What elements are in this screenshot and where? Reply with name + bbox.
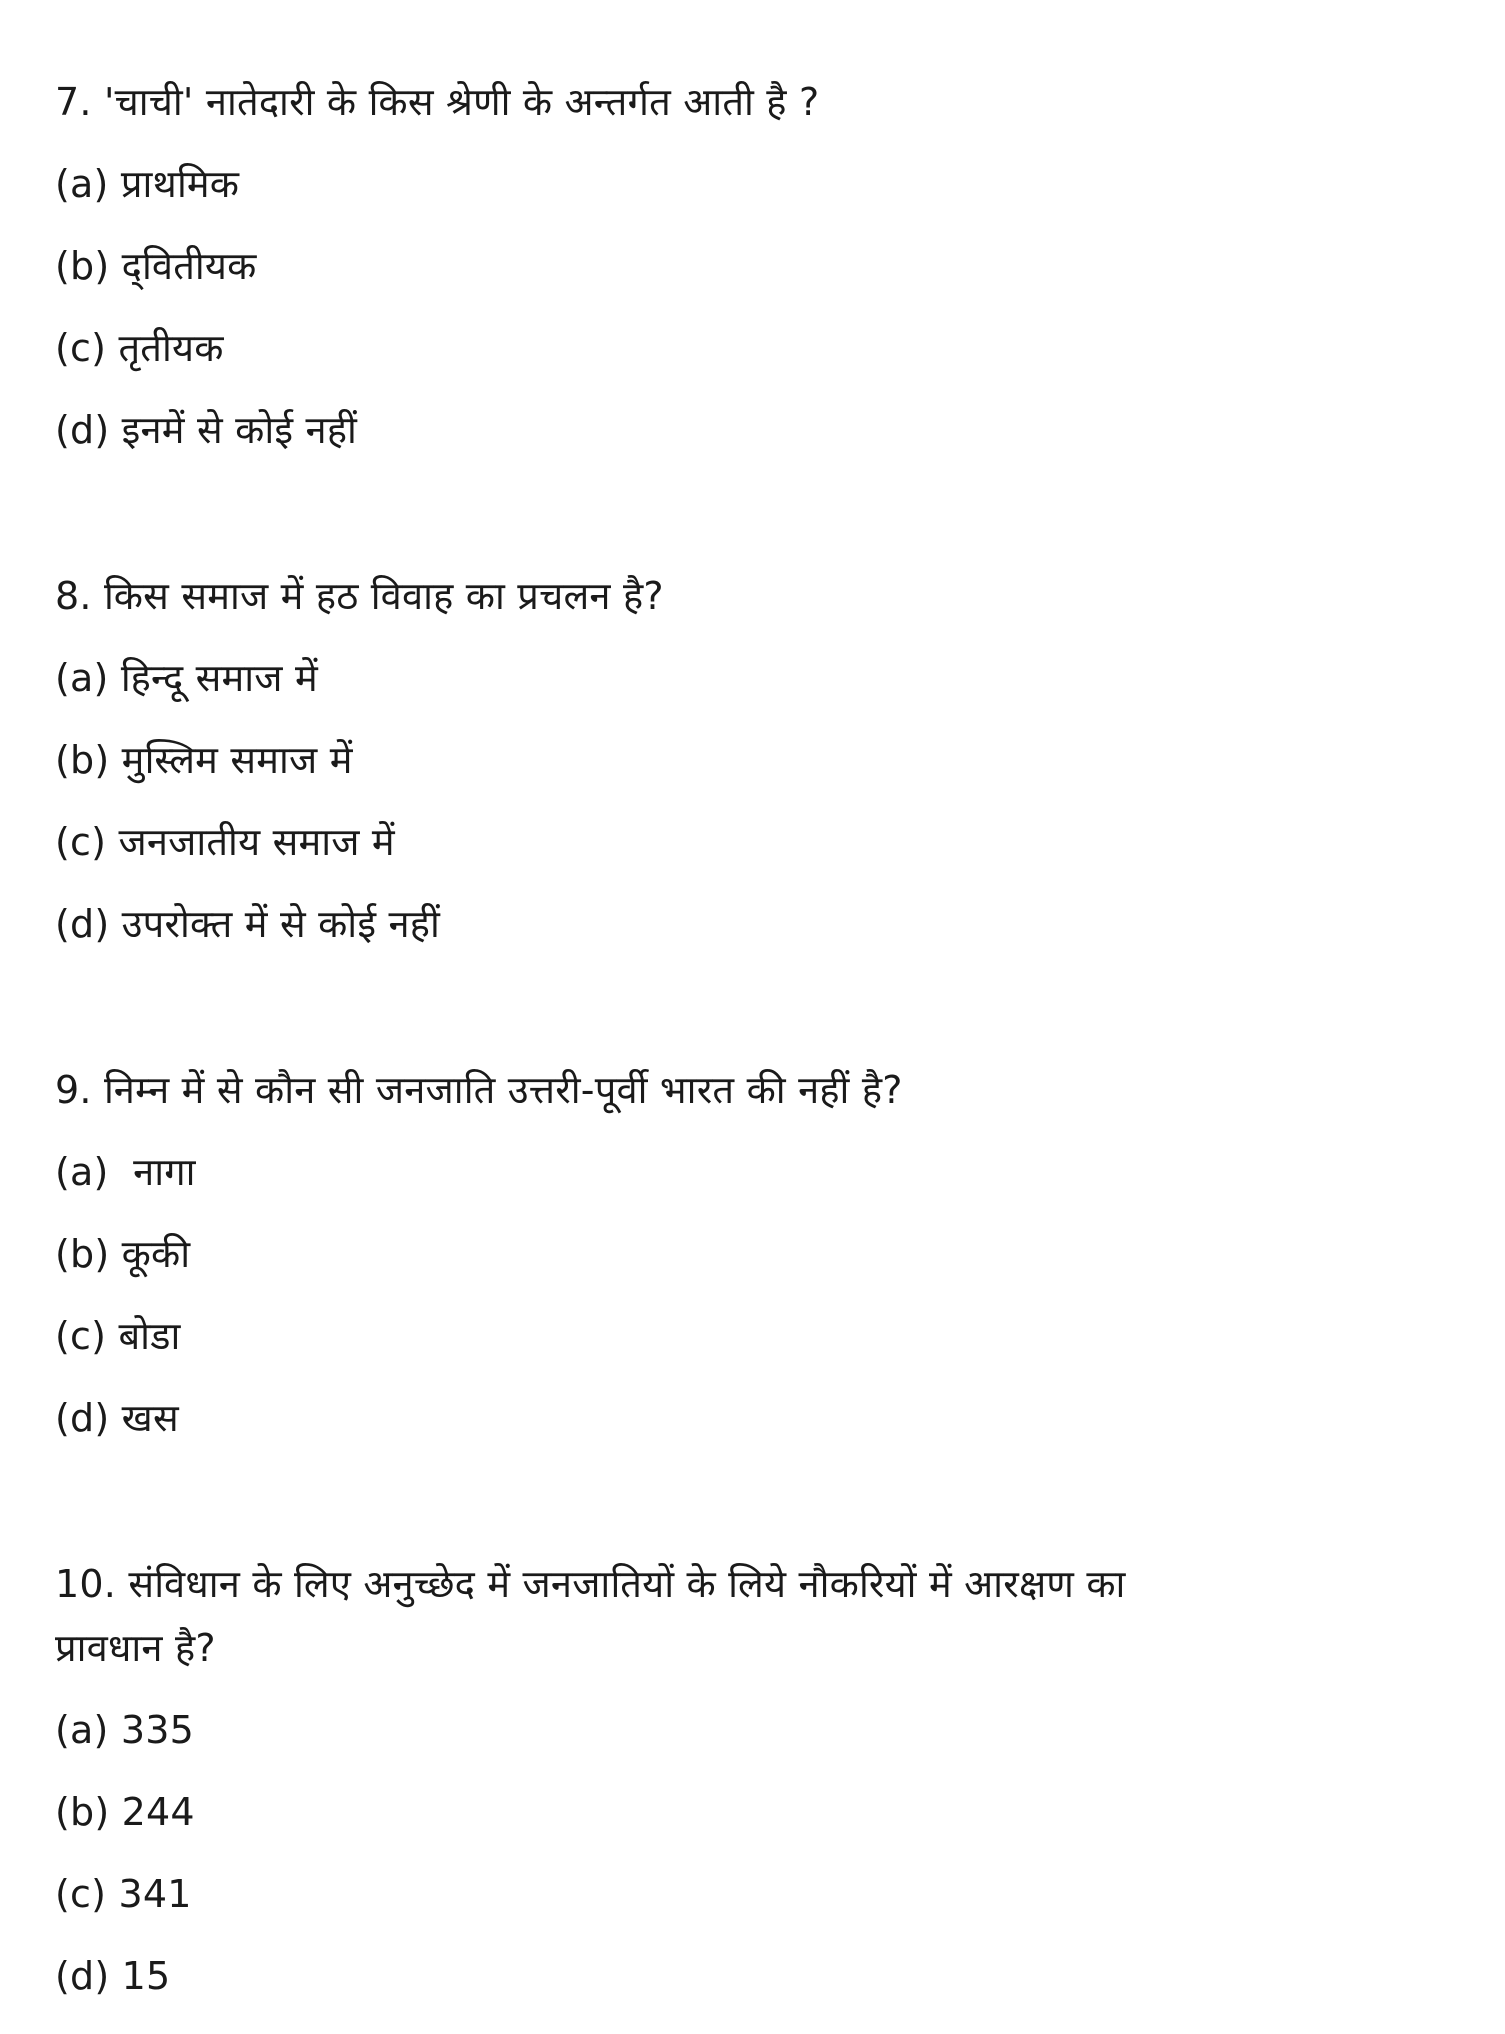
option-text: तृतीयक xyxy=(118,326,224,370)
option-text: 244 xyxy=(121,1790,195,1834)
question-9 xyxy=(55,1064,903,1116)
q8-option-a xyxy=(55,652,318,704)
q10-option-b xyxy=(55,1786,195,1838)
option-text: कूकी xyxy=(121,1232,191,1276)
option-label: (b) xyxy=(55,738,110,782)
option-text: बोडा xyxy=(118,1314,181,1358)
option-text: 15 xyxy=(121,1954,171,1998)
option-text: उपरोक्त में से कोई नहीं xyxy=(121,902,440,946)
option-label: (c) xyxy=(55,1872,107,1916)
question-8 xyxy=(55,570,664,622)
question-text: किस समाज में हठ विवाह का प्रचलन है? xyxy=(103,574,664,618)
option-label: (a) xyxy=(55,1708,109,1752)
option-text: हिन्दू समाज में xyxy=(120,656,318,700)
q10-option-d xyxy=(55,1950,170,2002)
option-label: (a) xyxy=(55,656,109,700)
option-label: (b) xyxy=(55,1232,110,1276)
option-label: (b) xyxy=(55,244,110,288)
option-text: प्राथमिक xyxy=(120,162,240,206)
q8-option-c xyxy=(55,816,395,868)
option-label: (d) xyxy=(55,1954,110,1998)
q7-option-a xyxy=(55,158,239,210)
q7-option-d xyxy=(55,404,357,456)
q9-option-d xyxy=(55,1392,179,1444)
option-text: 341 xyxy=(118,1872,192,1916)
q7-option-c xyxy=(55,322,224,374)
question-number: 10. xyxy=(55,1562,117,1606)
question-text-line-1: संविधान के लिए अनुच्छेद में जनजातियों के लिये नौकरियों में आरक्षण का xyxy=(128,1562,1126,1606)
question-text: 'चाची' नातेदारी के किस श्रेणी के अन्तर्गत आती है ? xyxy=(103,80,820,124)
q8-option-d xyxy=(55,898,440,950)
question-10-continued xyxy=(55,1622,216,1674)
option-text: जनजातीय समाज में xyxy=(118,820,395,864)
question-number: 8. xyxy=(55,574,92,618)
option-label: (d) xyxy=(55,902,110,946)
question-7 xyxy=(55,76,819,128)
option-label: (c) xyxy=(55,820,107,864)
q9-option-c xyxy=(55,1310,181,1362)
option-label: (a) xyxy=(55,162,109,206)
option-text: इनमें से कोई नहीं xyxy=(121,408,358,452)
option-label: (c) xyxy=(55,1314,107,1358)
q9-option-b xyxy=(55,1228,190,1280)
option-label: (d) xyxy=(55,1396,110,1440)
option-label: (c) xyxy=(55,326,107,370)
option-text: मुस्लिम समाज में xyxy=(121,738,353,782)
option-label: (d) xyxy=(55,408,110,452)
q8-option-b xyxy=(55,734,353,786)
option-label: (a) xyxy=(55,1150,109,1194)
q9-option-a xyxy=(55,1146,196,1198)
option-text: नागा xyxy=(120,1150,196,1194)
option-text: खस xyxy=(121,1396,179,1440)
question-number: 9. xyxy=(55,1068,92,1112)
q7-option-b xyxy=(55,240,257,292)
q10-option-c xyxy=(55,1868,192,1920)
question-number: 7. xyxy=(55,80,92,124)
option-text: 335 xyxy=(120,1708,194,1752)
option-label: (b) xyxy=(55,1790,110,1834)
question-text: निम्न में से कौन सी जनजाति उत्तरी-पूर्वी भारत की नहीं है? xyxy=(103,1068,903,1112)
option-text: द्‌वितीयक xyxy=(121,244,257,288)
question-10 xyxy=(55,1558,1126,1610)
question-text-line-2: प्रावधान है? xyxy=(55,1626,216,1670)
q10-option-a xyxy=(55,1704,194,1756)
